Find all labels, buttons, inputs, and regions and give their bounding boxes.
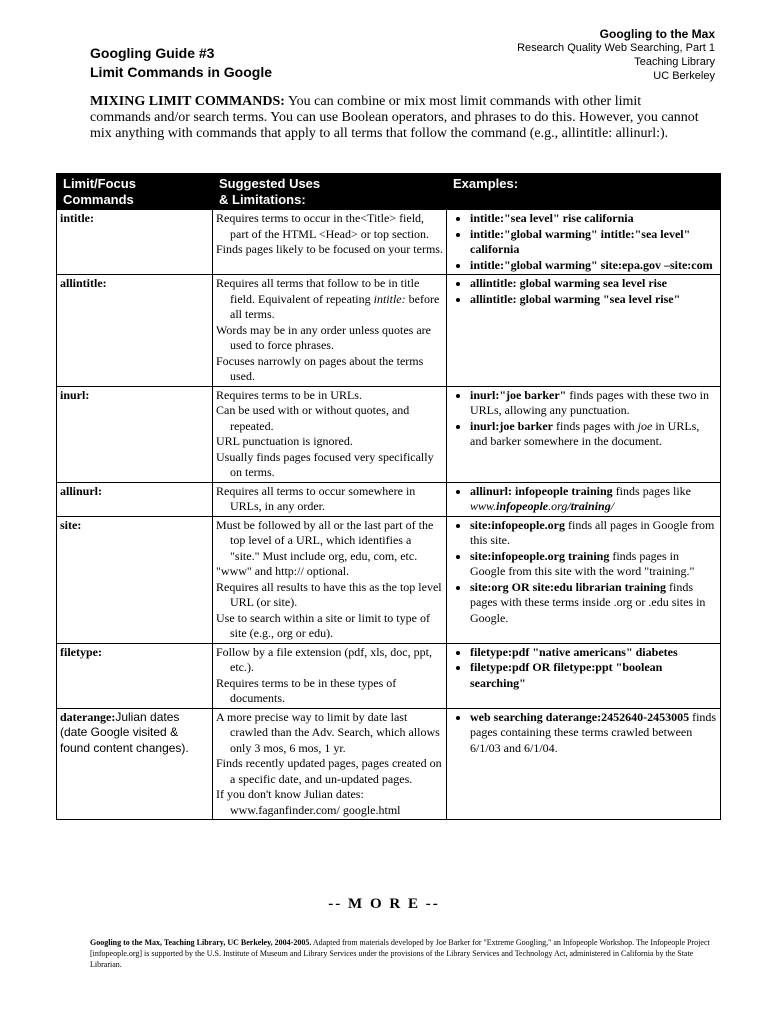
command-name [57, 708, 213, 820]
header-examples-label: Examples: [453, 176, 519, 191]
table-row [57, 643, 721, 708]
example-desc-italic: joe [637, 418, 653, 433]
command-name: allinurl: [57, 482, 213, 516]
command-name: allintitle: [57, 275, 213, 387]
example-desc: finds pages with [553, 418, 638, 433]
example-desc: finds all pages in Google from this site. [470, 517, 715, 547]
example-query: site:infopeople.org [470, 517, 565, 532]
header-uses [213, 174, 447, 210]
use-item: Follow by a file extension (pdf, xls, doc, ppt, etc.). [216, 644, 432, 674]
example-desc: in URLs, and barker somewhere in the document. [470, 418, 700, 448]
table-row [57, 516, 721, 643]
example-item: • intitle:"global warming" site:epa.gov –site:com [470, 258, 717, 274]
use-item: Requires all terms to occur somewhere in URLs, in any order. [216, 483, 416, 513]
example-url: .org/ [548, 499, 571, 513]
footer-text: Adapted from materials developed by Joe Barker for "Extreme Googling," an Infopeople Workshop. The Infopeople Project [infopeople.org] is supported by the U.S. Institute of Museum and Library Services under the provisions of the Library Services and Technology Act, administered in California by the State Librarian. [90, 938, 710, 969]
example-item [470, 388, 717, 419]
example-item [470, 484, 717, 515]
guide-title [90, 44, 272, 82]
command-name: inurl: [57, 386, 213, 482]
command-examples [447, 482, 721, 516]
command-examples [447, 210, 721, 275]
example-query: inurl:joe barker [470, 418, 553, 433]
use-item: Requires terms to be in URLs. [216, 387, 362, 402]
use-text: before all terms. [230, 291, 440, 321]
series-info [517, 27, 715, 83]
use-item: If you don't know Julian dates: www.faganfinder.com/ google.html [216, 787, 401, 817]
more-indicator: -- M O R E -- [328, 896, 440, 912]
header-uses-line1: Suggested Uses [219, 176, 321, 191]
command-uses [213, 275, 447, 387]
example-item: • filetype:pdf OR filetype:ppt "boolean searching" [470, 660, 717, 691]
example-url: training [570, 499, 611, 513]
example-query: web searching daterange:2452640-2453005 [470, 709, 690, 724]
command-name: filetype: [57, 643, 213, 708]
example-url: / [610, 499, 615, 513]
limit-commands-table [56, 173, 721, 820]
intro-lead: MIXING LIMIT COMMANDS: [90, 94, 285, 109]
table-row [57, 386, 721, 482]
use-item: Can be used with or without quotes, and repeated. [216, 403, 410, 433]
table-row [57, 708, 721, 820]
use-text-italic: intitle: [373, 291, 406, 306]
table-row [57, 482, 721, 516]
use-item: A more precise way to limit by date last crawled than the Adv. Search, which allows only 3 mos, 6 mos, 1 yr. [216, 709, 440, 755]
example-item: • intitle:"sea level" rise california [470, 211, 717, 227]
series-institution: UC Berkeley [653, 70, 715, 82]
header-uses-line2: & Limitations: [219, 192, 306, 207]
command-name: intitle: [57, 210, 213, 275]
use-item: Requires terms to occur in the<Title> field, part of the HTML <Head> or top section. [216, 211, 430, 241]
use-item: URL punctuation is ignored. [216, 434, 353, 448]
use-text: Requires all terms that follow to be in title field. Equivalent of repeating [216, 276, 420, 306]
command-note: Julian dates (date Google visited & found content changes). [60, 709, 189, 755]
example-desc: finds pages in Google from this site with the word "training." [470, 548, 695, 578]
use-item [216, 276, 443, 323]
table-row [57, 275, 721, 387]
command-uses [213, 210, 447, 275]
command-uses [213, 482, 447, 516]
header-commands-line1: Limit/Focus [63, 176, 136, 191]
example-query: site:org OR site:edu librarian training [470, 579, 666, 594]
intro-paragraph [90, 94, 702, 142]
use-item: "www" and http:// optional. [216, 564, 350, 578]
example-query: inurl:"joe barker" [470, 387, 567, 402]
example-desc: finds pages with these terms inside .org or .edu sites in Google. [470, 579, 706, 625]
use-item: Finds pages likely to be focused on your terms. [216, 242, 443, 256]
footer-credits [90, 937, 710, 970]
example-desc: finds pages with these two in URLs, allowing any punctuation. [470, 387, 709, 417]
use-item: Must be followed by all or the last part of the top level of a URL, which identifies a "site." Must include org, edu, com, etc. [216, 517, 434, 563]
example-item: • intitle:"global warming" intitle:"sea level" california [470, 227, 717, 258]
use-item: Focuses narrowly on pages about the terms used. [216, 353, 424, 383]
example-item: • allintitle: global warming sea level rise [470, 276, 717, 292]
example-item [470, 710, 717, 757]
use-item: Requires all results to have this as the top level URL (or site). [216, 579, 442, 609]
command-uses [213, 643, 447, 708]
footer-bold: Googling to the Max, Teaching Library, UC Berkeley, 2004-2005. [90, 938, 312, 947]
series-subtitle: Research Quality Web Searching, Part 1 [517, 42, 715, 54]
example-item [470, 549, 717, 580]
header-examples [447, 174, 721, 210]
command-examples [447, 516, 721, 643]
command-examples [447, 275, 721, 387]
example-query: site:infopeople.org training [470, 548, 610, 563]
example-url: www. [470, 499, 497, 513]
guide-number: Googling Guide #3 [90, 45, 215, 61]
example-desc: finds pages like [612, 483, 692, 498]
example-item [470, 518, 717, 549]
command-uses [213, 516, 447, 643]
intro-text: You can combine or mix most limit commands with other limit commands and/or search terms. You can use Boolean operators, and phrases to do this. However, you cannot mix anything with commands that apply to all terms that follow the command (e.g., allintitle: allinurl:). [90, 94, 699, 141]
series-org: Teaching Library [634, 56, 715, 68]
series-title: Googling to the Max [599, 27, 715, 41]
example-item [470, 419, 717, 450]
example-query: allinurl: infopeople training [470, 483, 613, 498]
table-header-row [57, 174, 721, 210]
command-examples [447, 386, 721, 482]
command-examples [447, 708, 721, 820]
command-examples [447, 643, 721, 708]
example-item [470, 580, 717, 627]
command-name: site: [57, 516, 213, 643]
header-commands [57, 174, 213, 210]
use-item: Use to search within a site or limit to type of site (e.g., org or edu). [216, 610, 430, 640]
use-item: Finds recently updated pages, pages created on a specific date, and un-updated pages. [216, 756, 442, 786]
use-item: Usually finds pages focused very specifically on terms. [216, 449, 434, 479]
use-item: Words may be in any order unless quotes are used to force phrases. [216, 322, 431, 352]
table-row [57, 210, 721, 275]
guide-subtitle: Limit Commands in Google [90, 64, 273, 80]
use-item: Requires terms to be in these types of documents. [216, 675, 397, 705]
header-commands-line2: Commands [63, 192, 134, 207]
command-label: daterange: [60, 709, 116, 724]
example-url: infopeople [496, 499, 549, 513]
command-uses [213, 386, 447, 482]
example-item: • filetype:pdf "native americans" diabetes [470, 645, 717, 661]
example-item: • allintitle: global warming "sea level rise" [470, 292, 717, 308]
example-desc: finds pages containing these terms crawled between 6/1/03 and 6/1/04. [470, 709, 717, 755]
command-uses [213, 708, 447, 820]
